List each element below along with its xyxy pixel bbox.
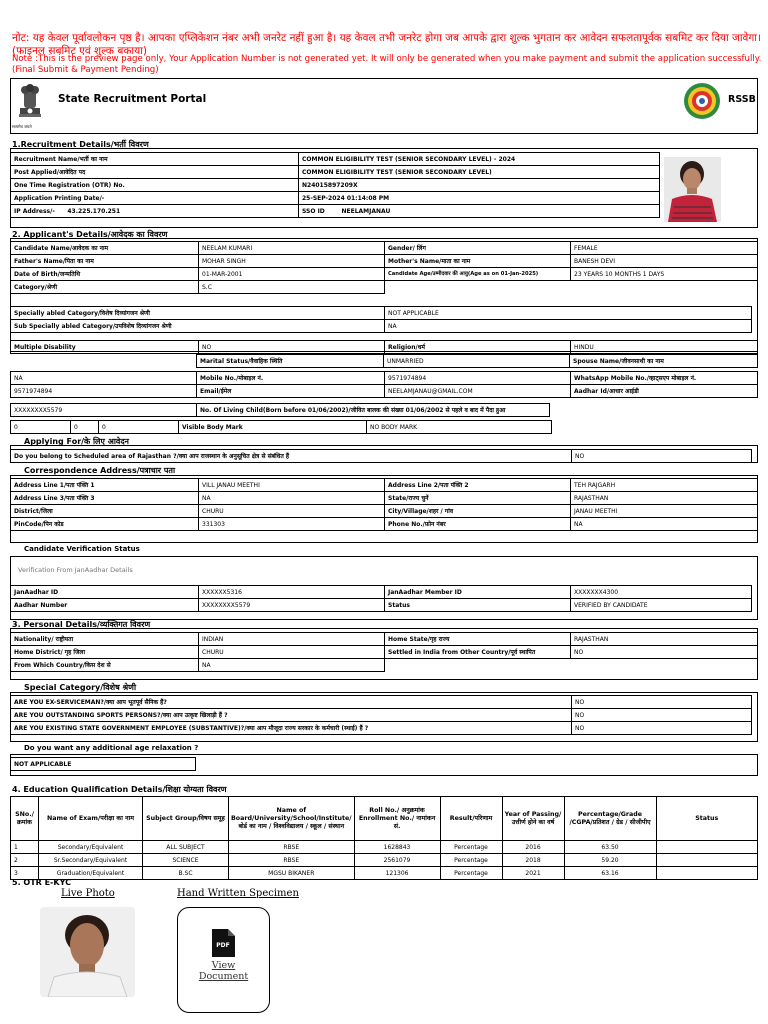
settled-value: NO xyxy=(571,646,758,659)
city-value: JANAU MEETHI xyxy=(571,505,758,518)
age-relaxation-table xyxy=(10,757,196,771)
edu-cell: 2561079 xyxy=(354,854,440,867)
edu-cell: SCIENCE xyxy=(143,854,229,867)
settled-label: Settled in India from Other Country/पूर्व स्थापित xyxy=(385,646,571,659)
aadhar-label: Aadhar Id/आधार आईडी xyxy=(571,385,758,398)
visible-mark-value: NO BODY MARK xyxy=(367,421,552,434)
country-label: From Which Country/किस देश से xyxy=(11,659,199,672)
aadhar-number-value: XXXXXXXX5579 xyxy=(199,599,385,612)
education-section-title: 4. Education Qualification Details/शिक्षा योग्यता विवरण xyxy=(12,785,227,794)
address-row xyxy=(11,505,758,518)
edu-cell: 3 xyxy=(11,867,39,880)
candidate-photo xyxy=(664,157,721,222)
edu-cell: RBSE xyxy=(229,854,355,867)
state-label: State/राज्य चुनें xyxy=(385,492,571,505)
correspondence-table xyxy=(10,478,758,531)
recruitment-row xyxy=(11,166,660,179)
portal-header xyxy=(10,78,758,134)
recruitment-row xyxy=(11,179,660,192)
verification-table xyxy=(10,585,752,612)
mobile-value: 9571974894 xyxy=(385,372,571,385)
applicant-section-title: 2. Applicant's Details/आवेदक का विवरण xyxy=(12,230,168,239)
dob-label: Date of Birth/जन्मतिथि xyxy=(11,268,199,281)
edu-cell: Secondary/Equivalent xyxy=(39,841,143,854)
father-name-value: MOHAR SINGH xyxy=(199,255,385,268)
address-row xyxy=(11,479,758,492)
home-district-value: CHURU xyxy=(199,646,385,659)
personal-row xyxy=(11,646,758,659)
home-state-label: Home State/गृह राज्य xyxy=(385,633,571,646)
preview-note-hindi: नोट: यह केवल पूर्वावलोकन पृष्ठ है। आपका एप्लिकेशन नंबर अभी जनरेट नहीं हुआ है। यह केवल तभी जनरेट होगा जब आपके द्वारा शुल्क भुगतान कर आवेदन सफलतापूर्वक सबमिट कर दिया जावेगा।(फाइनल सबमिट एवं शुल्क बकाया) xyxy=(12,32,761,57)
janaadhar-value: XXXXXX5316 xyxy=(199,586,385,599)
sub-specially-label: Sub Specially abled Category/उपविशेष दिव्यांगजन श्रेणी xyxy=(11,320,385,333)
edu-cell: 2018 xyxy=(502,854,564,867)
address-line2-value: TEH RAJGARH xyxy=(571,479,758,492)
address-line1-label: Address Line 1/पता पंक्ति 1 xyxy=(11,479,199,492)
edu-col-result: Result/परिणाम xyxy=(440,797,502,841)
verification-row xyxy=(11,599,752,612)
applicant-row xyxy=(11,255,758,268)
applying-for-title: Applying For/के लिए आवेदन xyxy=(24,437,130,446)
candidate-name-label: Candidate Name/आवेदक का नाम xyxy=(11,242,199,255)
applicant-row xyxy=(11,421,552,434)
address-row xyxy=(11,518,758,531)
edu-cell: ALL SUBJECT xyxy=(143,841,229,854)
edu-col-status: Status xyxy=(656,797,757,841)
multiple-disability-label: Multiple Disability xyxy=(11,341,199,354)
applicant-row xyxy=(11,268,758,281)
whatsapp-value: 9571974894 xyxy=(11,385,197,398)
view-link-label[interactable]: View xyxy=(211,960,236,971)
phone-value: NA xyxy=(571,518,758,531)
pincode-value: 331303 xyxy=(199,518,385,531)
edu-col-year: Year of Passing/ उत्तीर्ण होने का वर्ष xyxy=(502,797,564,841)
marital-status-label: Marital Status/वैवाहिक स्थिति xyxy=(197,355,384,368)
edu-cell: 2 xyxy=(11,854,39,867)
gender-value: FEMALE xyxy=(571,242,758,255)
applicant-table-top xyxy=(10,241,758,294)
edu-col-roll: Roll No./ अनुक्रमांक Enrollment No./ नामांकन सं. xyxy=(354,797,440,841)
nationality-label: Nationality/ राष्ट्रीयता xyxy=(11,633,199,646)
child-count-total: 0 xyxy=(99,421,179,434)
education-row xyxy=(11,854,758,867)
nationality-value: INDIAN xyxy=(199,633,385,646)
address-line1-value: VILL JANAU MEETHI xyxy=(199,479,385,492)
district-value: CHURU xyxy=(199,505,385,518)
edu-cell: 1628843 xyxy=(354,841,440,854)
edu-cell: 1 xyxy=(11,841,39,854)
recruitment-row xyxy=(11,153,660,166)
sports-person-value: NO xyxy=(572,709,752,722)
state-value: RAJASTHAN xyxy=(571,492,758,505)
verification-status-label: Status xyxy=(385,599,571,612)
address-line3-value: NA xyxy=(199,492,385,505)
edu-cell: 59.20 xyxy=(564,854,656,867)
edu-cell xyxy=(656,841,757,854)
document-link-label[interactable]: Document xyxy=(198,971,249,982)
janaadhar-member-value: XXXXXXX4300 xyxy=(571,586,752,599)
portal-title: State Recruitment Portal xyxy=(58,93,207,105)
applicant-row xyxy=(11,404,550,417)
aadhar-value: XXXXXXXX5579 xyxy=(11,404,197,417)
edu-cell xyxy=(656,867,757,880)
special-category-row xyxy=(11,722,752,735)
edu-cell: 2016 xyxy=(502,841,564,854)
view-document-link[interactable] xyxy=(177,960,270,982)
edu-col-exam: Name of Exam/परीक्षा का नाम xyxy=(39,797,143,841)
religion-label: Religion/धर्म xyxy=(385,341,571,354)
special-category-table xyxy=(10,695,752,735)
spouse-name-label: Spouse Name/जीवनसाथी का नाम xyxy=(570,355,758,368)
mother-name-value: BANESH DEVI xyxy=(571,255,758,268)
applicant-table-mid xyxy=(10,340,758,354)
janaadhar-member-label: JanAadhar Member ID xyxy=(385,586,571,599)
ip-address-cell xyxy=(11,205,299,218)
otr-value: N24015897209X xyxy=(299,179,660,192)
sso-id-value: NEELAMJANAU xyxy=(341,207,391,215)
edu-col-sno: SNo./ क्रमांक xyxy=(11,797,39,841)
age-relaxation-value: NOT APPLICABLE xyxy=(11,758,196,771)
scheduled-area-value: NO xyxy=(572,450,752,463)
rssb-label: RSSB xyxy=(728,94,756,105)
edu-cell: Graduation/Equivalent xyxy=(39,867,143,880)
special-category-title: Special Category/विशेष श्रेणी xyxy=(24,683,137,692)
applicant-row xyxy=(11,281,758,294)
category-label: Category/श्रेणी xyxy=(11,281,199,294)
edu-cell: 2021 xyxy=(502,867,564,880)
child-count-after: 0 xyxy=(71,421,99,434)
edu-cell: Sr.Secondary/Equivalent xyxy=(39,854,143,867)
otr-label: One Time Registration (OTR) No. xyxy=(11,179,299,192)
personal-section-title: 3. Personal Details/व्यक्तिगत विवरण xyxy=(12,620,151,629)
recruitment-name-label: Recruitment Name/भर्ती का नाम xyxy=(11,153,299,166)
applicant-row xyxy=(11,320,752,333)
edu-cell: 121306 xyxy=(354,867,440,880)
recruitment-row xyxy=(11,192,660,205)
aadhar-number-label: Aadhar Number xyxy=(11,599,199,612)
education-header-row xyxy=(11,797,758,841)
applicant-row xyxy=(11,242,758,255)
email-value: NEELAMJANAU@GMAIL.COM xyxy=(385,385,571,398)
rssb-logo-icon xyxy=(683,82,721,120)
specially-abled-value: NOT APPLICABLE xyxy=(385,307,752,320)
father-name-label: Father's Name/पिता का नाम xyxy=(11,255,199,268)
edu-col-board: Name of Board/University/School/Institute/बोर्ड का नाम / विश्वविद्यालय / स्कूल / संस्थान xyxy=(229,797,355,841)
govt-employee-value: NO xyxy=(572,722,752,735)
janaadhar-label: JanAadhar ID xyxy=(11,586,199,599)
home-state-value: RAJASTHAN xyxy=(571,633,758,646)
printing-date-label: Application Printing Date/- xyxy=(11,192,299,205)
recruitment-table xyxy=(10,152,660,218)
edu-cell: MGSU BIKANER xyxy=(229,867,355,880)
address-row xyxy=(11,492,758,505)
live-photo xyxy=(40,907,135,997)
scheduled-row xyxy=(11,450,752,463)
personal-row xyxy=(11,633,758,646)
ip-address-label: IP Address/- xyxy=(14,207,55,215)
applicant-row xyxy=(11,341,758,354)
age-label: Candidate Age/उम्मीदवार की आयु(Age as on 01-Jan-2025) xyxy=(385,268,571,281)
pdf-icon-text: PDF xyxy=(216,942,230,949)
hand-written-specimen-label: Hand Written Specimen xyxy=(177,888,299,899)
gender-label: Gender/ लिंग xyxy=(385,242,571,255)
marital-status-value: UNMARRIED xyxy=(384,355,570,368)
applicant-row xyxy=(197,355,758,368)
verification-row xyxy=(11,586,752,599)
education-table xyxy=(10,796,758,880)
specially-abled-table xyxy=(10,306,752,333)
verification-title: Candidate Verification Status xyxy=(24,545,140,553)
live-photo-label: Live Photo xyxy=(61,888,115,899)
multiple-disability-value: NO xyxy=(199,341,385,354)
correspondence-title: Correspondence Address/पत्राचार पता xyxy=(24,466,176,475)
marital-table xyxy=(196,354,758,368)
religion-value: HINDU xyxy=(571,341,758,354)
mother-name-label: Mother's Name/माता का नाम xyxy=(385,255,571,268)
ip-address-value: 43.225.170.251 xyxy=(67,207,121,215)
visible-mark-label: Visible Body Mark xyxy=(179,421,367,434)
district-label: District/जिला xyxy=(11,505,199,518)
home-district-label: Home District/ गृह जिला xyxy=(11,646,199,659)
sso-cell xyxy=(299,205,660,218)
special-category-row xyxy=(11,696,752,709)
specially-abled-label: Specially abled Category/विशेष दिव्यांगजन श्रेणी xyxy=(11,307,385,320)
personal-table xyxy=(10,632,758,672)
age-relaxation-title: Do you want any additional age relaxation ? xyxy=(24,744,199,752)
verification-subtitle: Verification From JanAadhar Details xyxy=(18,566,133,574)
applicant-row xyxy=(11,372,758,385)
edu-cell: B.SC xyxy=(143,867,229,880)
edu-cell: 63.16 xyxy=(564,867,656,880)
sports-person-label: ARE YOU OUTSTANDING SPORTS PERSONS?/क्या आप उत्कृष्ट खिलाड़ी हैं ? xyxy=(11,709,572,722)
education-row xyxy=(11,841,758,854)
sub-specially-value: NA xyxy=(385,320,752,333)
whatsapp-label: WhatsApp Mobile No./व्हाट्सएप मोबाइल नं. xyxy=(571,372,758,385)
education-row xyxy=(11,867,758,880)
verification-status-value: VERIFIED BY CANDIDATE xyxy=(571,599,752,612)
sso-id-label: SSO ID xyxy=(302,207,325,215)
preview-note-english: Note :This is the preview page only, Your Application Number is not generated yet. It will only be generated when you make payment and submit the application successfully.(Final Submit & Payment Pending) xyxy=(12,54,762,75)
post-applied-value: COMMON ELIGIBILITY TEST (SENIOR SECONDARY LEVEL) xyxy=(299,166,660,179)
special-category-row xyxy=(11,709,752,722)
mobile-label: Mobile No./मोबाइल नं. xyxy=(197,372,385,385)
edu-cell: Percentage xyxy=(440,867,502,880)
age-relaxation-row xyxy=(11,758,196,771)
edu-cell xyxy=(656,854,757,867)
recruitment-name-value: COMMON ELIGIBILITY TEST (SENIOR SECONDARY LEVEL) - 2024 xyxy=(299,153,660,166)
edu-col-subject: Subject Group/विषय समूह xyxy=(143,797,229,841)
phone-label: Phone No./फ़ोन नंबर xyxy=(385,518,571,531)
address-line2-label: Address Line 2/पता पंक्ति 2 xyxy=(385,479,571,492)
edu-cell: Percentage xyxy=(440,854,502,867)
child-mark-table xyxy=(10,420,552,434)
edu-cell: RBSE xyxy=(229,841,355,854)
city-label: City/Village/शहर / गांव xyxy=(385,505,571,518)
govt-employee-label: ARE YOU EXISTING STATE GOVERNMENT EMPLOYEE (SUBSTANTIVE)?/क्या आप मौजूदा राज्य सरकार के कर्मचारी (स्थाई) हैं ? xyxy=(11,722,572,735)
edu-cell: Percentage xyxy=(440,841,502,854)
applicant-row xyxy=(11,385,758,398)
living-child-label: No. Of Living Child(Born before 01/06/2002)/जीवित बालक की संख्या 01/06/2002 से पहले व बाद में पैदा हुआ xyxy=(197,404,550,417)
ex-serviceman-value: NO xyxy=(572,696,752,709)
personal-row xyxy=(11,659,758,672)
contact-table xyxy=(10,371,758,398)
country-value: NA xyxy=(199,659,385,672)
email-label: Email/ईमेल xyxy=(197,385,385,398)
recruitment-row xyxy=(11,205,660,218)
age-value: 23 YEARS 10 MONTHS 1 DAYS xyxy=(571,268,758,281)
pincode-label: PinCode/पिन कोड xyxy=(11,518,199,531)
emblem-caption: सत्यमेव जयते xyxy=(12,124,32,129)
ex-serviceman-label: ARE YOU EX-SERVICEMAN?/क्या आप भूतपूर्व सैनिक हैं? xyxy=(11,696,572,709)
otr-kyc-section-title: 5. OTR E-KYC xyxy=(12,878,71,887)
scheduled-area-label: Do you belong to Scheduled area of Rajasthan ?/क्या आप राजस्थान के अनुसूचित क्षेत्र से संबंधित हैं xyxy=(11,450,572,463)
dob-value: 01-MAR-2001 xyxy=(199,268,385,281)
candidate-name-value: NEELAM KUMARI xyxy=(199,242,385,255)
category-value: S.C xyxy=(199,281,385,294)
printing-date-value: 25-SEP-2024 01:14:08 PM xyxy=(299,192,660,205)
scheduled-area-table xyxy=(10,449,752,463)
edu-col-percentage: Percentage/Grade /CGPA/प्रतिशत / ग्रेड / सीजीपीए xyxy=(564,797,656,841)
child-count-before: 0 xyxy=(11,421,71,434)
living-child-table xyxy=(10,403,550,417)
recruitment-section-title: 1.Recruitment Details/भर्ती विवरण xyxy=(12,140,149,149)
applicant-row xyxy=(11,307,752,320)
edu-cell: 63.50 xyxy=(564,841,656,854)
post-applied-label: Post Applied/आवेदित पद xyxy=(11,166,299,179)
address-line3-label: Address Line 3/पता पंक्ति 3 xyxy=(11,492,199,505)
spouse-name-value: NA xyxy=(11,372,197,385)
